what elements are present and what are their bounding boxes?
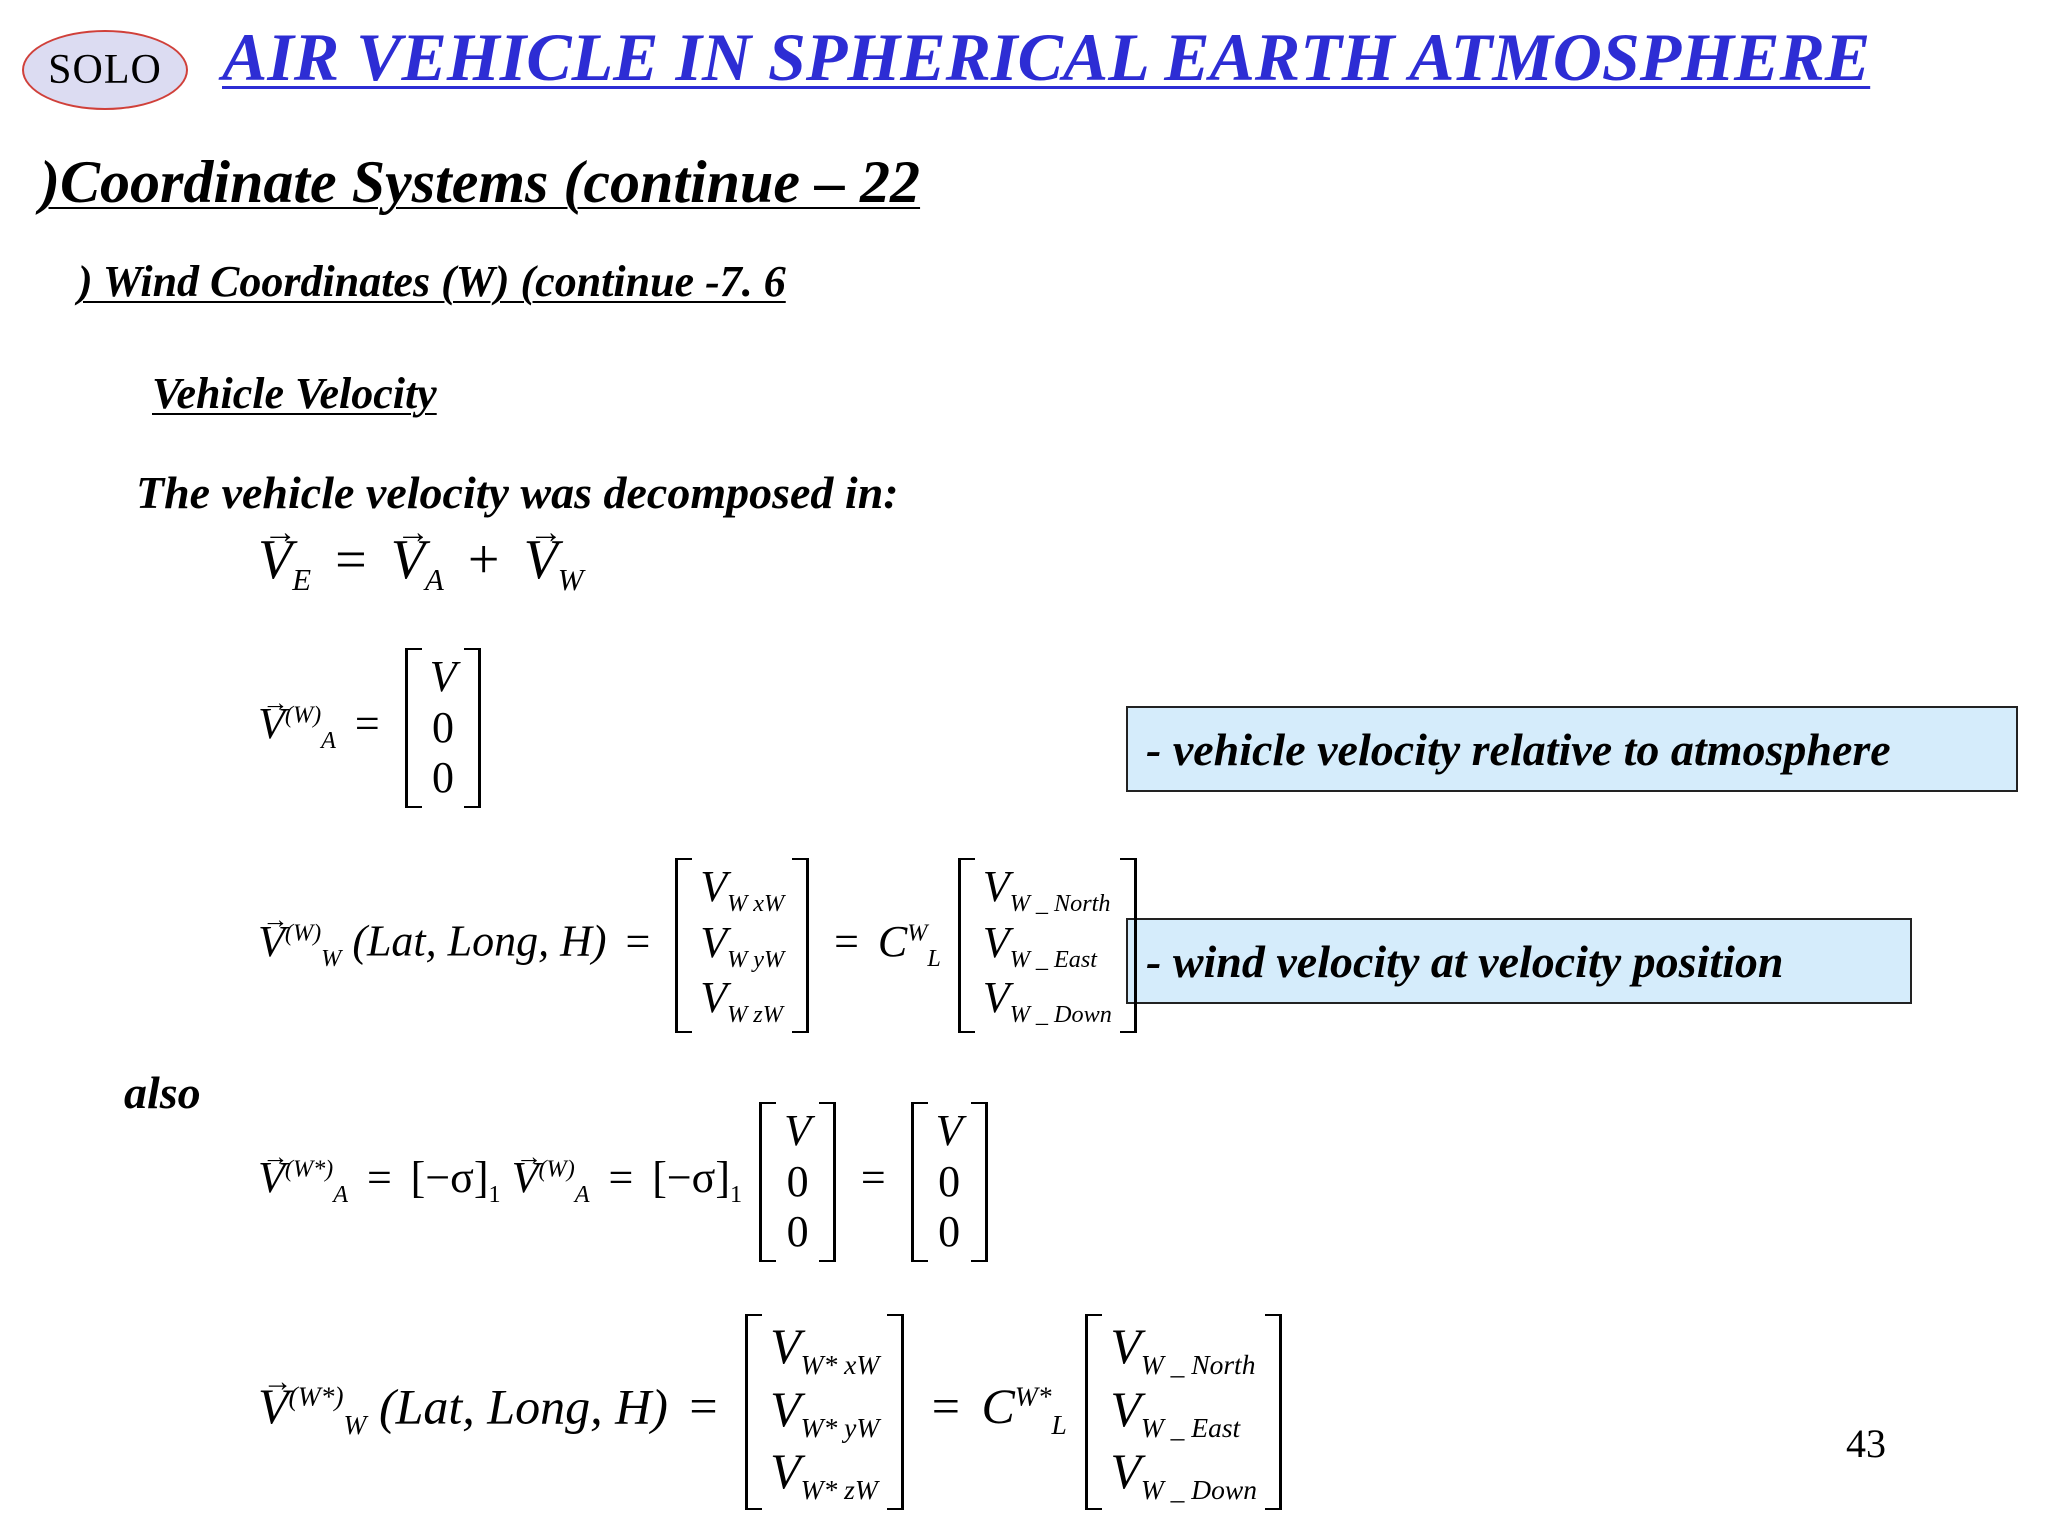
vector-v-w-w: → $V^{(W)}_W$: [258, 916, 341, 973]
column-vector-va-2: V 0 0: [759, 1102, 836, 1262]
callout-wind-velocity-text: - wind velocity at velocity position: [1146, 935, 1784, 987]
callout-relative-velocity-text: - vehicle velocity relative to atmosphere: [1146, 723, 1891, 775]
column-vector-vw-components: $V_{W xW}$ $V_{W yW}$ $V_{W zW}$: [675, 858, 809, 1033]
also-text: also: [124, 1067, 201, 1118]
column-vector-va-3: V 0 0: [911, 1102, 988, 1262]
vector-v-w: → $V_W$: [524, 528, 584, 598]
vector-v-w-wstar: → $V^{(W*)}_W$: [258, 1377, 366, 1441]
column-vector-vwstar-ned: $V_{W \_ North}$ $V_{W \_ East}$ $V_{W \_ Down}$: [1085, 1314, 1282, 1510]
vector-v-e: → $V_E$: [258, 528, 311, 598]
section-heading: )Coordinate Systems (continue – 22: [40, 149, 921, 215]
vector-v-a-w: → $V^{(W)}_A$: [258, 698, 336, 755]
vector-v-a: → $V_A$: [391, 528, 444, 598]
callout-wind-velocity: [1126, 918, 1912, 1004]
solo-badge-label: SOLO: [48, 47, 162, 93]
equation-vw-wind-star-frame: → $V^{(W*)}_W$ (Lat, Long, H) = $V_{W* xW}$ $V_{W* yW}$ $V_{W* zW}$ = $C^{W*}_L$ $V_{W \_ North}$ $V_{W \_ East}$ $V_{W \_ Down}$: [258, 1314, 1288, 1510]
equation-va-wind-star-frame: → $V^{(W*)}_A = [-\sigma]_1 \to V^{(W)}_A = [-\sigma]_1$ V 0 0 = V 0 0: [258, 1102, 994, 1262]
column-vector-vw-ned: $V_{W \_ North}$ $V_{W \_ East}$ $V_{W \_ Down}$: [958, 858, 1137, 1033]
page-number: 43: [1846, 1421, 1886, 1466]
equation-va-wind-frame: → $V^{(W)}_A$ = V 0 0: [258, 648, 487, 808]
intro-text: The vehicle velocity was decomposed in:: [136, 467, 899, 518]
callout-relative-velocity: [1126, 706, 2018, 792]
vector-v-a-w-2: → $V^{(W)}_A$: [512, 1152, 590, 1209]
slide-title: AIR VEHICLE IN SPHERICAL EARTH ATMOSPHERE: [222, 19, 1871, 95]
vector-v-a-wstar: → $V^{(W*)}_A$: [258, 1152, 348, 1209]
column-vector-vwstar-components: $V_{W* xW}$ $V_{W* yW}$ $V_{W* zW}$: [745, 1314, 904, 1510]
column-vector-va: V 0 0: [405, 648, 482, 808]
equation-velocity-decomposition: → $V_E$ = → $V_A$ + → $V_W$: [258, 528, 583, 598]
topic-heading: Vehicle Velocity: [152, 369, 437, 418]
subsection-heading: ) Wind Coordinates (W) (continue -7. 6: [78, 257, 786, 306]
equation-vw-wind-frame: → $V^{(W)}_W$ (Lat, Long, H) = $V_{W xW}$ $V_{W yW}$ $V_{W zW}$ = $C^W_L$ $V_{W \_ North}$ $V_{W \_ East}$ $V_{W \_ Down}$: [258, 858, 1143, 1033]
solo-badge: [22, 30, 188, 110]
